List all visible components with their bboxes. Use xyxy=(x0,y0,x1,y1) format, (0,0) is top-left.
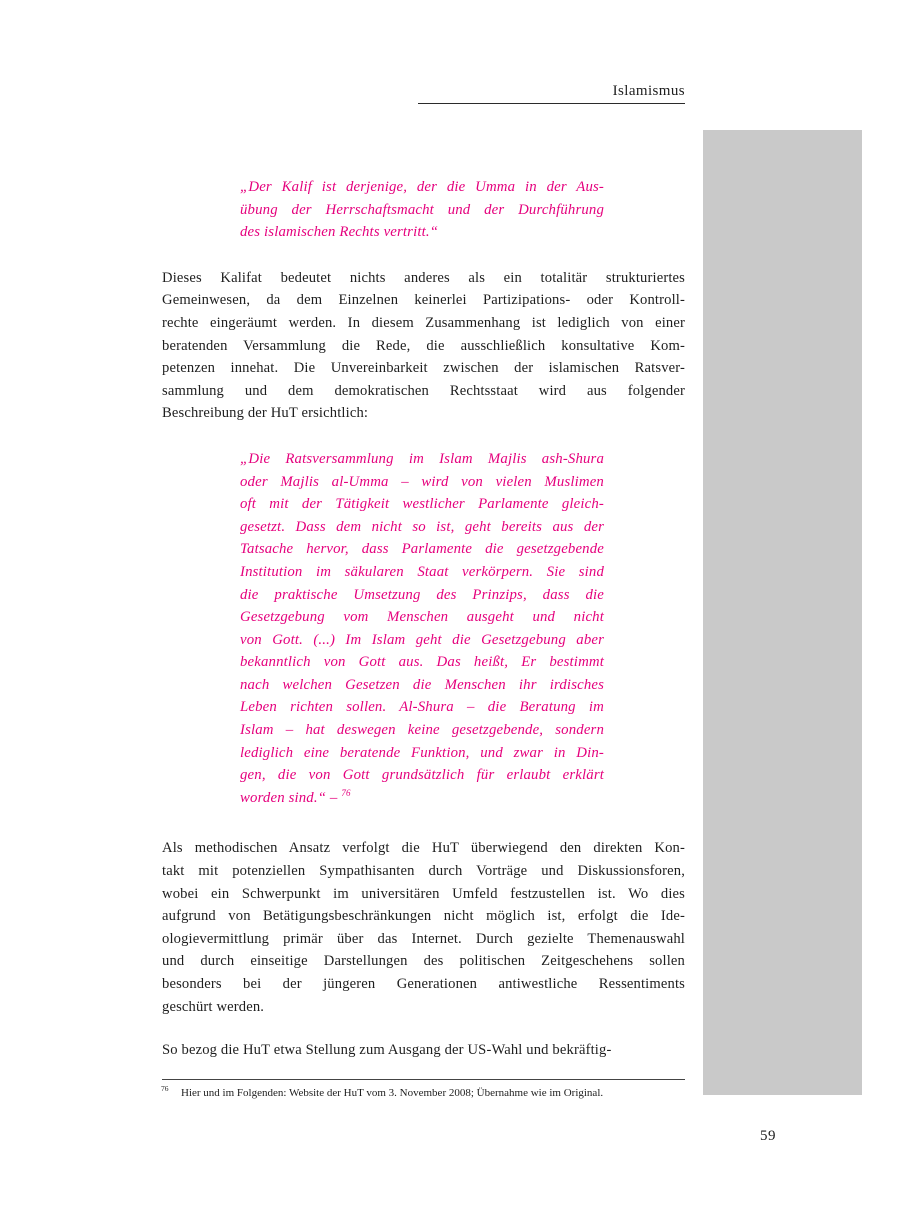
running-head: Islamismus xyxy=(612,83,685,99)
footnote-text: Hier und im Folgenden: Website der HuT vom 3. November 2008; Übernahme wie im Original. xyxy=(181,1087,604,1099)
text-line: Gemeinwesen, da dem Einzelnen keinerlei Partizipations- oder Kontroll- xyxy=(162,292,685,309)
text-line: geschürt werden. xyxy=(162,998,265,1015)
text-line: des islamischen Rechts vertritt.“ xyxy=(240,224,439,241)
text-line: petenzen innehat. Die Unvereinbarkeit zwischen der islamischen Ratsver- xyxy=(162,360,685,377)
text-line: Leben richten sollen. Al-Shura – die Beratung im xyxy=(240,699,604,716)
text-line: übung der Herrschaftsmacht und der Durchführung xyxy=(240,201,604,218)
text-line: bekanntlich von Gott aus. Das heißt, Er bestimmt xyxy=(240,654,604,671)
text-line: die praktische Umsetzung des Prinzips, dass die xyxy=(240,586,604,603)
quote-block-ratsversammlung xyxy=(240,448,604,810)
text-line: Institution im säkularen Staat verkörpern. Sie sind xyxy=(240,563,604,580)
paragraph-methodik xyxy=(162,837,685,1018)
footnote: $^{76}$ Hier und im Folgenden: Website der HuT vom 3. November 2008; Übernahme wie im Original. xyxy=(161,1084,604,1099)
text-line: sammlung und dem demokratischen Rechtsstaat wird aus folgender xyxy=(162,382,685,399)
text-line: oft mit der Tätigkeit westlicher Parlamente gleich- xyxy=(240,496,604,513)
page-number: 59 xyxy=(760,1128,776,1144)
paragraph-kalifat xyxy=(162,267,685,425)
text-line: gesetzt. Dass dem nicht so ist, geht bereits aus der xyxy=(240,518,604,535)
text-line: Islam – hat deswegen keine gesetzgebende, sondern xyxy=(240,722,604,739)
page-content xyxy=(162,170,685,1062)
text-line: „Die Ratsversammlung im Islam Majlis ash-Shura xyxy=(240,450,604,467)
text-line: von Gott. (...) Im Islam geht die Gesetzgebung aber xyxy=(240,631,604,648)
text-line: und durch einseitige Darstellungen des politischen Zeitgeschehens sollen xyxy=(162,953,685,970)
text-line: oder Majlis al-Umma – wird von vielen Muslimen xyxy=(240,473,604,490)
text-line: Als methodischen Ansatz verfolgt die HuT überwiegend den direkten Kon- xyxy=(162,840,685,857)
text-line: aufgrund von Betätigungsbeschränkungen nicht möglich ist, erfolgt die Ide- xyxy=(162,908,685,925)
text-line: nach welchen Gesetzen die Menschen ihr irdisches xyxy=(240,676,604,693)
text-line: Gesetzgebung vom Menschen ausgeht und nicht xyxy=(240,609,604,626)
text-line: rechte eingeräumt werden. In diesem Zusammenhang ist lediglich von einer xyxy=(162,314,685,331)
text-line: takt mit potenziellen Sympathisanten durch Vorträge und Diskussionsforen, xyxy=(162,863,685,880)
text-line: Tatsache hervor, dass Parlamente die gesetzgebende xyxy=(240,541,604,558)
header-rule xyxy=(418,103,685,104)
quote-lines xyxy=(240,448,604,787)
quote-block-kalif xyxy=(240,176,604,244)
footnote-rule xyxy=(162,1079,685,1080)
text-line: besonders bei der jüngeren Generationen antiwestliche Ressentiments xyxy=(162,976,685,992)
footnote-ref-76: 76 xyxy=(341,787,351,798)
text-line: Beschreibung der HuT ersichtlich: xyxy=(162,405,369,422)
text-line: ologievermittlung primär über das Internet. Durch gezielte Themenauswahl xyxy=(162,930,685,947)
paragraph-us-wahl xyxy=(162,1039,685,1062)
text-line: gen, die von Gott grundsätzlich für erlaubt erklärt xyxy=(240,767,604,784)
text-line: lediglich eine beratende Funktion, und zwar in Din- xyxy=(240,744,604,761)
quote-last-text: worden sind.“ – xyxy=(240,789,338,806)
margin-panel xyxy=(703,130,862,1095)
text-line: Dieses Kalifat bedeutet nichts anderes als ein totalitär strukturiertes xyxy=(162,269,685,286)
text-line: So bezog die HuT etwa Stellung zum Ausgang der US-Wahl und bekräftig- xyxy=(162,1042,612,1059)
text-line: beratenden Versammlung die Rede, die ausschließlich konsultative Kom- xyxy=(162,337,685,354)
text-line: wobei ein Schwerpunkt im universitären Umfeld festzustellen ist. Wo dies xyxy=(162,885,685,902)
quote-last-line xyxy=(240,787,604,810)
text-line: „Der Kalif ist derjenige, der die Umma in der Aus- xyxy=(240,179,604,195)
